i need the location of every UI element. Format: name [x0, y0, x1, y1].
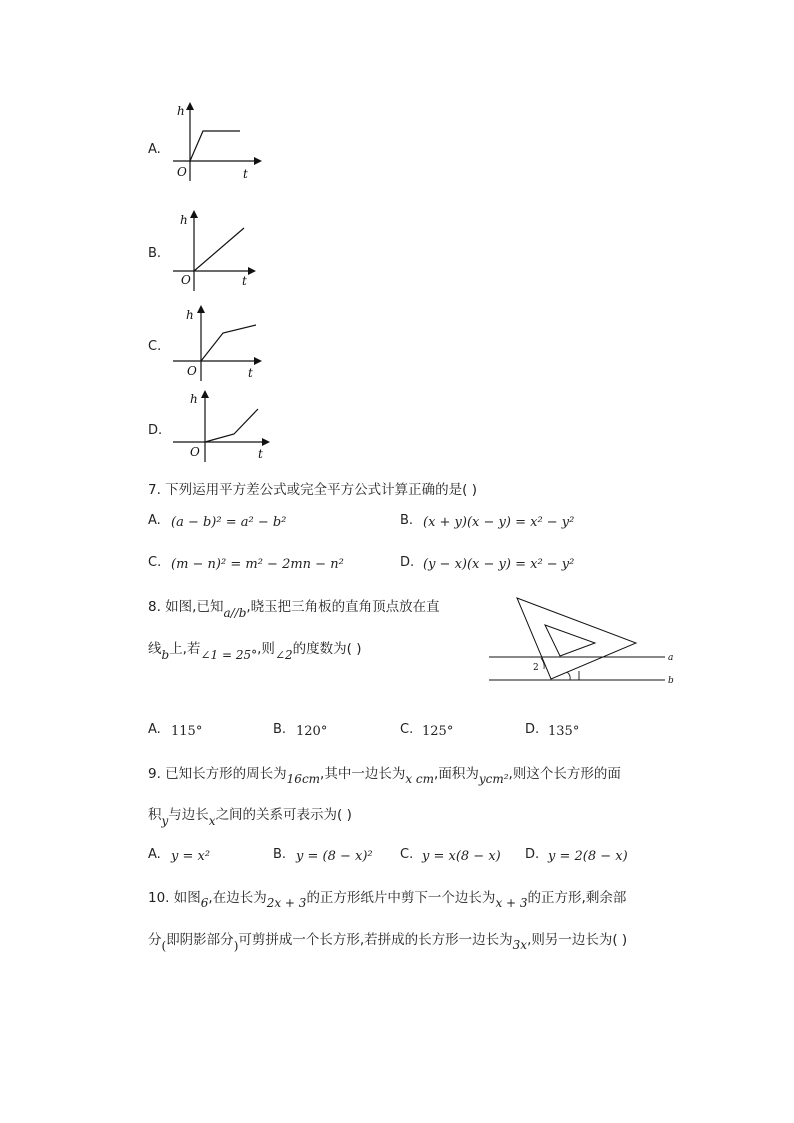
- t-label: t: [248, 366, 253, 380]
- q10-text-d: 的正方形,剩余部: [527, 890, 627, 906]
- set-square-inner: [545, 625, 595, 656]
- q10-small-side-math: x + 3: [495, 896, 528, 910]
- q10-line2: [148, 928, 628, 953]
- q9-side-math: x cm: [405, 772, 435, 786]
- option-b-label: B.: [148, 246, 162, 261]
- q9-y-math: y: [161, 814, 169, 828]
- q9-text-a: 9. 已知长方形的周长为: [148, 766, 287, 782]
- graph-d: [168, 384, 278, 464]
- q8-option-a-value: 115°: [171, 724, 203, 739]
- t-axis-arrow: [248, 267, 256, 275]
- q8-option-c-value: 125°: [422, 724, 454, 739]
- q8-text-d: 上,若: [169, 641, 201, 657]
- q9-x-math: x: [208, 814, 216, 828]
- t-label: t: [258, 447, 263, 461]
- q7-option-a-expr: (a − b)² = a² − b²: [171, 515, 287, 530]
- q8-option-d-label: D.: [525, 722, 540, 737]
- q8-line-b-math: b: [161, 648, 170, 662]
- q10-line1: [148, 886, 627, 910]
- q8-option-b-label: B.: [273, 722, 287, 737]
- q10-text-a: 10. 如图: [148, 890, 201, 906]
- q7-option-c-expr: (m − n)² = m² − 2mn − n²: [171, 557, 344, 572]
- q10-paren-open: (: [161, 939, 167, 953]
- q8-option-d-value: 135°: [548, 724, 580, 739]
- q7-option-b-expr: (x + y)(x − y) = x² − y²: [423, 515, 575, 530]
- q7-option-c-label: C.: [148, 555, 162, 570]
- q9-option-c-label: C.: [400, 847, 414, 862]
- q9-line1: [148, 762, 621, 786]
- q7-option-a-label: A.: [148, 513, 161, 528]
- graph-c: [168, 300, 268, 385]
- t-axis-arrow: [254, 357, 262, 365]
- h-axis-arrow: [201, 390, 209, 398]
- label-a: a: [668, 653, 674, 663]
- h-axis-arrow: [190, 210, 198, 218]
- q10-text-f: 即阴影部分: [166, 932, 234, 948]
- graph-line: [205, 409, 258, 442]
- q9-perimeter-math: 16cm: [286, 772, 321, 786]
- graph-line: [190, 131, 240, 161]
- h-label: h: [177, 104, 185, 118]
- q9-option-d-label: D.: [525, 847, 540, 862]
- t-axis-arrow: [262, 438, 270, 446]
- q10-fig-num: 6: [200, 896, 209, 910]
- q8-text-c: 线: [148, 641, 162, 657]
- q9-text-e: 积: [148, 807, 162, 823]
- q9-option-a-label: A.: [148, 847, 161, 862]
- origin-label: O: [177, 165, 187, 179]
- angle1-arc: [567, 672, 570, 680]
- origin-label: O: [181, 273, 191, 287]
- graph-a: [168, 98, 268, 183]
- q8-line1: [148, 595, 440, 620]
- origin-label: O: [190, 445, 200, 459]
- q10-rect-side-math: 3x: [512, 938, 528, 952]
- q9-option-a-expr: y = x²: [171, 849, 211, 864]
- q9-area-math: ycm²: [478, 772, 509, 786]
- q10-text-e: 分: [148, 932, 162, 948]
- q8-angle2-math: ∠2: [274, 648, 293, 662]
- option-a-label: A.: [148, 142, 161, 157]
- q10-text-c: 的正方形纸片中剪下一个边长为: [306, 890, 496, 906]
- q10-text-g: 可剪拼成一个长方形,若拼成的长方形一边长为: [238, 932, 513, 948]
- q8-option-c-label: C.: [400, 722, 414, 737]
- angle2-arc: [541, 658, 544, 669]
- q9-option-d-expr: y = 2(8 − x): [548, 849, 628, 864]
- q7-text: 7. 下列运用平方差公式或完全平方公式计算正确的是( ): [148, 482, 477, 498]
- q8-text-a: 8. 如图,已知: [148, 599, 224, 615]
- q9-line2: [148, 803, 352, 828]
- q10-big-side-math: 2x + 3: [266, 896, 307, 910]
- t-label: t: [243, 167, 248, 181]
- t-axis-arrow: [254, 157, 262, 165]
- h-axis-arrow: [186, 102, 194, 110]
- q10-text-b: ,在边长为: [208, 890, 267, 906]
- q8-parallel-math: a//b: [223, 606, 247, 620]
- q8-figure: [485, 593, 680, 688]
- q9-text-b: ,其中一边长为: [320, 766, 406, 782]
- option-d-label: D.: [148, 423, 163, 438]
- graph-line: [201, 325, 256, 361]
- q8-text-f: 的度数为( ): [292, 641, 362, 657]
- q8-angle1-math: ∠1 = 25°: [200, 648, 258, 662]
- q9-option-b-expr: y = (8 − x)²: [296, 849, 373, 864]
- h-axis-arrow: [197, 305, 205, 313]
- q9-option-b-label: B.: [273, 847, 287, 862]
- q7-option-d-label: D.: [400, 555, 415, 570]
- q7-option-b-label: B.: [400, 513, 414, 528]
- q8-option-b-value: 120°: [296, 724, 328, 739]
- origin-label: O: [187, 364, 197, 378]
- q10-text-h: ,则另一边长为( ): [527, 932, 628, 948]
- h-label: h: [180, 213, 188, 227]
- q7-option-d-expr: (y − x)(x − y) = x² − y²: [423, 557, 575, 572]
- h-label: h: [186, 308, 194, 322]
- q10-paren-close: ): [233, 939, 239, 953]
- label-angle2: 2: [533, 663, 539, 673]
- q9-text-c: ,面积为: [434, 766, 479, 782]
- option-c-label: C.: [148, 339, 162, 354]
- t-label: t: [242, 274, 247, 288]
- label-b: b: [668, 676, 674, 686]
- graph-line: [194, 228, 244, 271]
- q8-option-a-label: A.: [148, 722, 161, 737]
- graph-b: [168, 203, 268, 293]
- q8-text-b: ,晓玉把三角板的直角顶点放在直: [246, 599, 440, 615]
- q8-line2: [148, 637, 362, 662]
- q9-option-c-expr: y = x(8 − x): [422, 849, 501, 864]
- h-label: h: [190, 392, 198, 406]
- q9-text-g: 之间的关系可表示为( ): [215, 807, 352, 823]
- q9-text-f: 与边长: [168, 807, 209, 823]
- q8-text-e: ,则: [257, 641, 275, 657]
- q9-text-d: ,则这个长方形的面: [508, 766, 621, 782]
